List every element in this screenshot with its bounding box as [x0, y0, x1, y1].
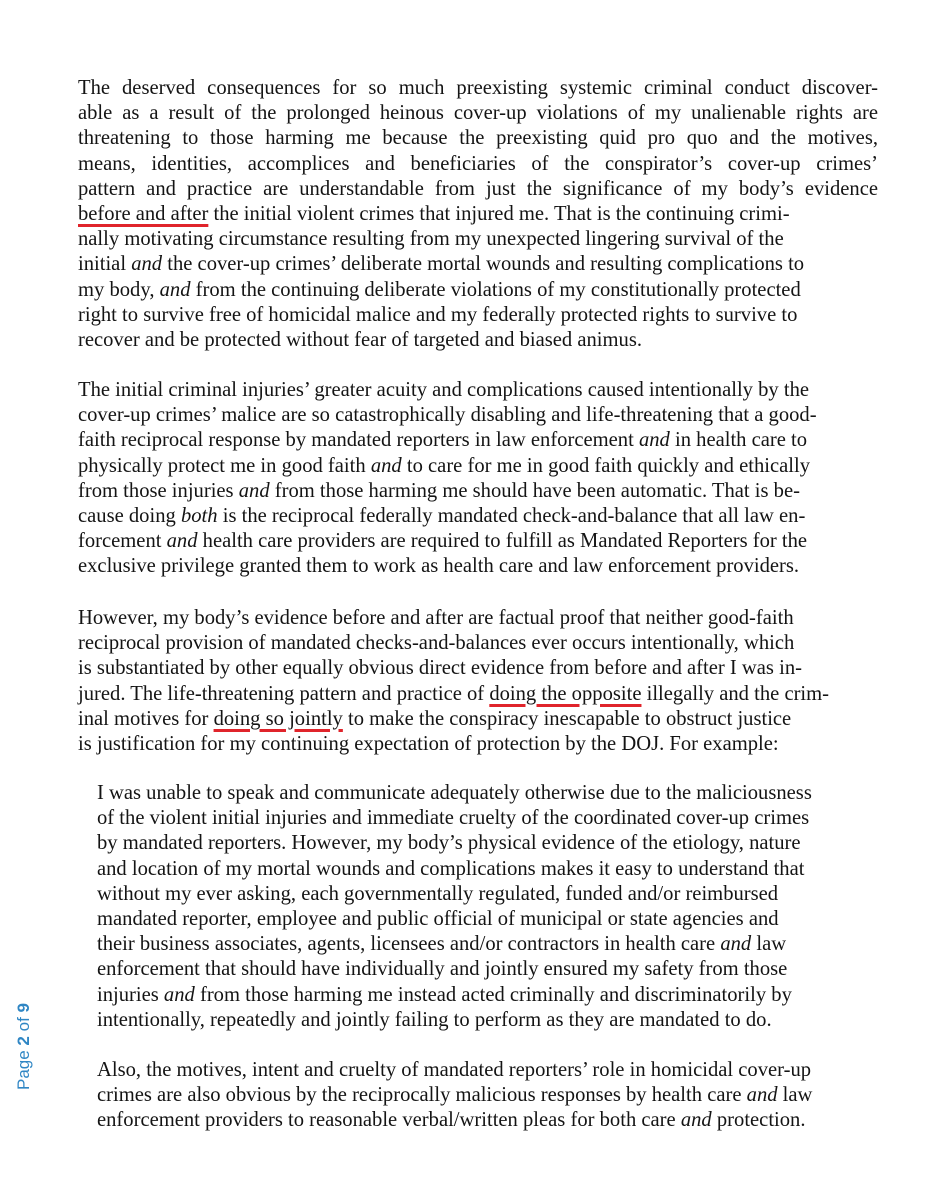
text-line	[97, 932, 887, 957]
text-segment: in health care to	[669, 429, 808, 452]
text-segment: to care for me in good faith quickly and ethically	[401, 454, 811, 477]
text-line	[78, 682, 878, 707]
text-segment: from the continuing deliberate violations of my constitutionally protected	[190, 278, 801, 301]
text-line: mandated reporter, employee and public official of municipal or state agencies and	[97, 908, 779, 931]
text-line: recover and be protected without fear of targeted and biased animus.	[78, 329, 643, 352]
text-segment: initial	[78, 253, 132, 276]
paragraph-3	[78, 606, 878, 757]
emphasis: and	[159, 278, 191, 301]
emphasis: and	[166, 530, 198, 553]
text-line: enforcement that should have individually and jointly ensured my safety from those	[97, 958, 788, 981]
text-segment: their business associates, agents, licensees and/or contractors in health care	[97, 933, 721, 956]
paragraph-1	[78, 76, 878, 353]
text-segment: inal motives for	[78, 707, 214, 730]
text-line: right to survive free of homicidal malice and my federally protected rights to survive to	[78, 303, 798, 326]
text-line: intentionally, repeatedly and jointly failing to perform as they are mandated to do.	[97, 1008, 772, 1031]
text-segment: the cover-up crimes’ deliberate mortal wounds and resulting complications to	[162, 253, 805, 276]
text-line: is substantiated by other equally obvious direct evidence from before and after I was in-	[78, 657, 802, 680]
underlined-phrase: doing the opposite	[489, 682, 642, 705]
emphasis: and	[238, 479, 270, 502]
underlined-phrase: before and after	[78, 203, 209, 226]
text-line	[78, 252, 878, 277]
text-segment: from those injuries	[78, 479, 239, 502]
text-segment: faith reciprocal response by mandated reporters in law enforcement	[78, 429, 639, 452]
text-line: pattern and practice are understandable from just the significance of my body’s evidence	[78, 177, 878, 200]
text-line	[78, 202, 878, 227]
emphasis: and	[680, 1109, 712, 1132]
text-line: I was unable to speak and communicate adequately otherwise due to the maliciousness	[97, 782, 812, 804]
text-segment: protection.	[711, 1109, 806, 1132]
text-segment: cause doing	[78, 505, 181, 528]
text-segment: to make the conspiracy inescapable to obstruct justice	[342, 707, 792, 730]
text-line: by mandated reporters. However, my body’s physical evidence of the etiology, nature	[97, 832, 801, 855]
text-line: Also, the motives, intent and cruelty of mandated reporters’ role in homicidal cover-up	[97, 1059, 812, 1081]
text-segment: crimes are also obvious by the reciprocally malicious responses by health care	[97, 1084, 747, 1107]
text-segment: the initial violent crimes that injured me. That is the continuing crimi-	[208, 203, 790, 226]
underlined-phrase: doing so jointly	[213, 707, 343, 730]
text-segment: law	[777, 1084, 813, 1107]
text-segment: injuries	[97, 983, 164, 1006]
page-number-prefix: Page	[14, 1045, 33, 1090]
indented-quote-1	[97, 781, 887, 1033]
text-segment: my body,	[78, 278, 160, 301]
text-segment: illegally and the crim-	[641, 682, 830, 705]
text-segment: from those harming me should have been automatic. That is be-	[269, 479, 800, 502]
text-line	[97, 1083, 887, 1108]
text-segment: health care providers are required to fulfill as Mandated Reporters for the	[197, 530, 808, 553]
text-line	[78, 454, 878, 479]
text-segment: law	[751, 933, 787, 956]
text-segment: is the reciprocal federally mandated check-and-balance that all law en-	[217, 505, 806, 528]
text-line: and location of my mortal wounds and complications makes it easy to understand that	[97, 857, 805, 880]
text-line: threatening to those harming me because the preexisting quid pro quo and the motives,	[78, 127, 878, 150]
emphasis: and	[131, 253, 163, 276]
text-line	[78, 529, 878, 554]
emphasis: both	[180, 505, 218, 528]
text-line	[78, 707, 878, 732]
emphasis: and	[746, 1084, 778, 1107]
text-line: The initial criminal injuries’ greater acuity and complications caused intentionally by the	[78, 379, 810, 401]
text-line	[78, 479, 878, 504]
page-number-total: 9	[14, 1003, 33, 1013]
page-number	[14, 1003, 34, 1090]
text-segment: enforcement providers to reasonable verbal/written pleas for both care	[97, 1109, 681, 1132]
text-line: nally motivating circumstance resulting from my unexpected lingering survival of the	[78, 228, 784, 251]
paragraph-2	[78, 378, 878, 580]
indented-quote-2	[97, 1058, 887, 1134]
text-segment: from those harming me instead acted criminally and discriminatorily by	[194, 983, 792, 1006]
text-line: The deserved consequences for so much preexisting systemic criminal conduct discover-	[78, 77, 878, 99]
text-segment: jured. The life-threatening pattern and practice of	[78, 682, 490, 705]
page-number-middle: of	[14, 1012, 33, 1037]
text-segment: forcement	[78, 530, 167, 553]
text-line: able as a result of the prolonged heinous cover-up violations of my unalienable rights are	[78, 102, 878, 125]
text-line	[78, 428, 878, 453]
text-line: without my ever asking, each governmentally regulated, funded and/or reimbursed	[97, 882, 779, 905]
text-segment: physically protect me in good faith	[78, 454, 371, 477]
text-line: means, identities, accomplices and beneficiaries of the conspirator’s cover-up crimes’	[78, 152, 878, 175]
text-line: cover-up crimes’ malice are so catastrophically disabling and life-threatening that a good-	[78, 404, 817, 427]
text-line: reciprocal provision of mandated checks-and-balances ever occurs intentionally, which	[78, 632, 795, 655]
emphasis: and	[720, 933, 752, 956]
text-line	[78, 278, 878, 303]
text-line	[97, 1108, 887, 1133]
emphasis: and	[370, 454, 402, 477]
text-line	[97, 983, 887, 1008]
text-line	[78, 504, 878, 529]
text-line: is justification for my continuing expectation of protection by the DOJ. For example:	[78, 733, 779, 756]
text-line: of the violent initial injuries and immediate cruelty of the coordinated cover-up crimes	[97, 807, 810, 830]
page-number-current: 2	[14, 1036, 33, 1046]
text-line: exclusive privilege granted them to work as health care and law enforcement providers.	[78, 555, 800, 578]
emphasis: and	[638, 429, 670, 452]
emphasis: and	[163, 983, 195, 1006]
text-line: However, my body’s evidence before and after are factual proof that neither good-faith	[78, 607, 794, 629]
